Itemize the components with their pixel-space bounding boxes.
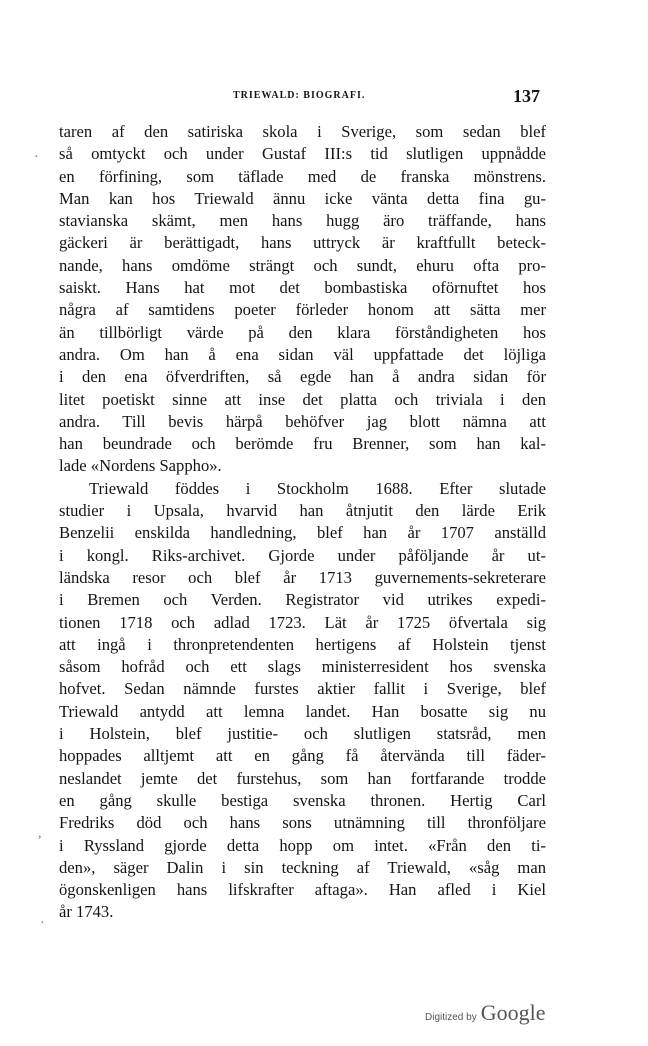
text-line: ögonskenligen hans lifskrafter aftaga». Han afled i Kiel	[59, 880, 546, 900]
body-text	[59, 121, 546, 924]
text-line: år 1743.	[59, 902, 114, 922]
text-line: en gång skulle bestiga svenska thronen. Hertig Carl	[59, 790, 546, 810]
paragraph-2	[59, 478, 546, 924]
text-line: tionen 1718 och adlad 1723. Lät år 1725 öfvertala sig	[59, 612, 546, 632]
text-line: såsom hofråd och ett slags ministerresident hos svenska	[59, 657, 546, 677]
google-logo-text: Google	[480, 1000, 546, 1025]
text-line: att ingå i thronpretendenten hertigens af Holstein tjenst	[59, 634, 546, 654]
text-line: andra. Om han å ena sidan väl uppfattade det löjliga	[59, 344, 546, 364]
text-line: Triewald antydd att lemna landet. Han bosatte sig nu	[59, 701, 546, 721]
text-line: Fredriks död och hans sons utnämning till thronföljare	[59, 813, 546, 833]
text-line: än tillbörligt värde på den klara förståndigheten hos	[59, 322, 546, 342]
text-line: gäckeri är berättigadt, hans uttryck är kraftfullt beteck-	[59, 233, 546, 253]
text-line: Benzelii enskilda handledning, blef han år 1707 anställd	[59, 523, 546, 543]
text-line: några af samtidens poeter förleder honom att sätta mer	[59, 300, 546, 320]
text-line: nande, hans omdöme strängt och sundt, ehuru ofta pro-	[59, 255, 546, 275]
text-line: i kongl. Riks-archivet. Gjorde under påföljande år ut-	[59, 545, 546, 565]
text-line: taren af den satiriska skola i Sverige, som sedan blef	[59, 122, 546, 141]
text-line: så omtyckt och under Gustaf III:s tid slutligen uppnådde	[59, 144, 546, 164]
text-line: en förfining, som täflade med de franska mönstrens.	[59, 166, 546, 186]
margin-mark: ·	[40, 916, 45, 931]
text-line: i den ena öfverdriften, så egde han å andra sidan för	[59, 367, 546, 387]
text-line: stavianska skämt, men hans hugg äro träffande, hans	[59, 211, 546, 231]
text-line: den», säger Dalin i sin teckning af Triewald, «såg man	[59, 857, 546, 877]
text-line: hoppades alltjemt att en gång få återvända till fäder-	[59, 746, 546, 766]
text-line: hofvet. Sedan nämnde furstes aktier fallit i Sverige, blef	[59, 679, 546, 699]
margin-mark: ·	[34, 150, 39, 165]
text-line: han beundrade och berömde fru Brenner, som han kal-	[59, 434, 546, 454]
text-line: Triewald föddes i Stockholm 1688. Efter slutade	[89, 478, 546, 498]
text-line: litet poetiskt sinne att inse det platta och triviala i den	[59, 389, 546, 409]
text-line: Man kan hos Triewald ännu icke vänta detta fina gu-	[59, 188, 546, 208]
margin-mark: ,	[38, 826, 42, 841]
running-title: TRIEWALD: BIOGRAFI.	[233, 90, 366, 101]
digitized-by-google-watermark	[425, 1000, 545, 1026]
text-line: saiskt. Hans hat mot det bombastiska oförnuftet hos	[59, 278, 546, 298]
text-line: i Bremen och Verden. Registrator vid utrikes expedi-	[59, 590, 546, 610]
paragraph-1	[59, 121, 546, 478]
text-line: ländska resor och blef år 1713 guvernements-sekreterare	[59, 567, 546, 587]
watermark-prefix: Digitized by	[425, 1012, 477, 1023]
text-line: neslandet jemte det furstehus, som han fortfarande trodde	[59, 768, 546, 788]
text-line: lade «Nordens Sappho».	[59, 456, 222, 476]
text-line: i Holstein, blef justitie- och slutligen statsråd, men	[59, 724, 546, 744]
text-line: andra. Till bevis härpå behöfver jag blott nämna att	[59, 411, 546, 431]
page-number: 137	[513, 86, 540, 106]
text-line: i Ryssland gjorde detta hopp om intet. «Från den ti-	[59, 835, 546, 855]
text-line: studier i Upsala, hvarvid han åtnjutit den lärde Erik	[59, 501, 546, 521]
